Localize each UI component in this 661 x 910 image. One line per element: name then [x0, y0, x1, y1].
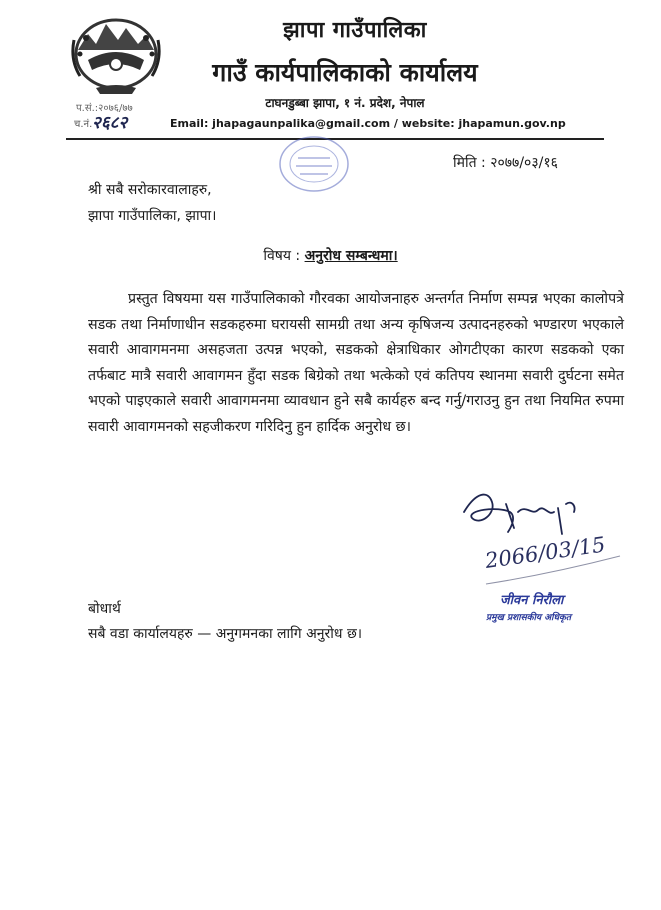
reference-number: प.सं.:२०७६/७७ [76, 103, 133, 114]
office-title-line2: गाउँ कार्यपालिकाको कार्यालय [212, 58, 478, 87]
signature-mark [458, 482, 588, 542]
letter-date: मिति : २०७७/०३/१६ [453, 155, 558, 171]
dispatch-label: च.नं. [74, 119, 93, 130]
letter-body: प्रस्तुत विषयमा यस गाउँपालिकाको गौरवका आयोजनाहरु अन्तर्गत निर्माण सम्पन्न भएका कालोपत्रे सडक तथा निर्माणाधीन सडकहरुमा घरायसी सामग्री तथा अन्य कृषिजन्य उत्पादनहरुको भण्डारण भएकाले सवारी आवागमनमा असहजता उत्पन्न भएको, सडकको क्षेत्राधिकार ओगटीएका कारण सडकको एका तर्फबाट मात्रै सवारी आवागमन हुँदा सडक बिग्रेको तथा भत्केको एवं कतिपय स्थानमा सवारी दुर्घटना समेत भएको पाइएकाले सवारी आवागमनमा व्यावधान हुने सबै कार्यहरु बन्द गर्नु/गराउनु हुन तथा नियमित रुपमा सवारी आवागमनको सहजीकरण गरिदिनु हुन हार्दिक अनुरोध छ। [88, 291, 624, 435]
officer-title: प्रमुख प्रशासकीय अधिकृत [486, 613, 572, 623]
office-contact: Email: jhapagaunpalika@gmail.com / website: jhapamun.gov.np [170, 117, 566, 130]
cc-line: सबै वडा कार्यालयहरु — अनुगमनका लागि अनुरोध छ। [88, 626, 363, 642]
recipient-line2: झापा गाउँपालिका, झापा। [88, 208, 217, 224]
dispatch-number: २६८२ [92, 113, 128, 133]
subject-line [0, 246, 661, 265]
signature-date: 2066/03/15 [483, 532, 607, 573]
subject-text: अनुरोध सम्बन्धमा। [304, 248, 398, 264]
office-title-line1: झापा गाउँपालिका [283, 18, 427, 43]
officer-name: जीवन निरौला [500, 593, 564, 608]
office-stamp-icon [268, 134, 360, 194]
subject-label: विषय : [263, 248, 301, 264]
cc-heading: बोधार्थ [88, 601, 121, 617]
office-address: टाघनडुब्बा झापा, १ नं. प्रदेश, नेपाल [265, 96, 425, 110]
recipient-line1: श्री सबै सरोकारवालाहरु, [88, 182, 212, 198]
